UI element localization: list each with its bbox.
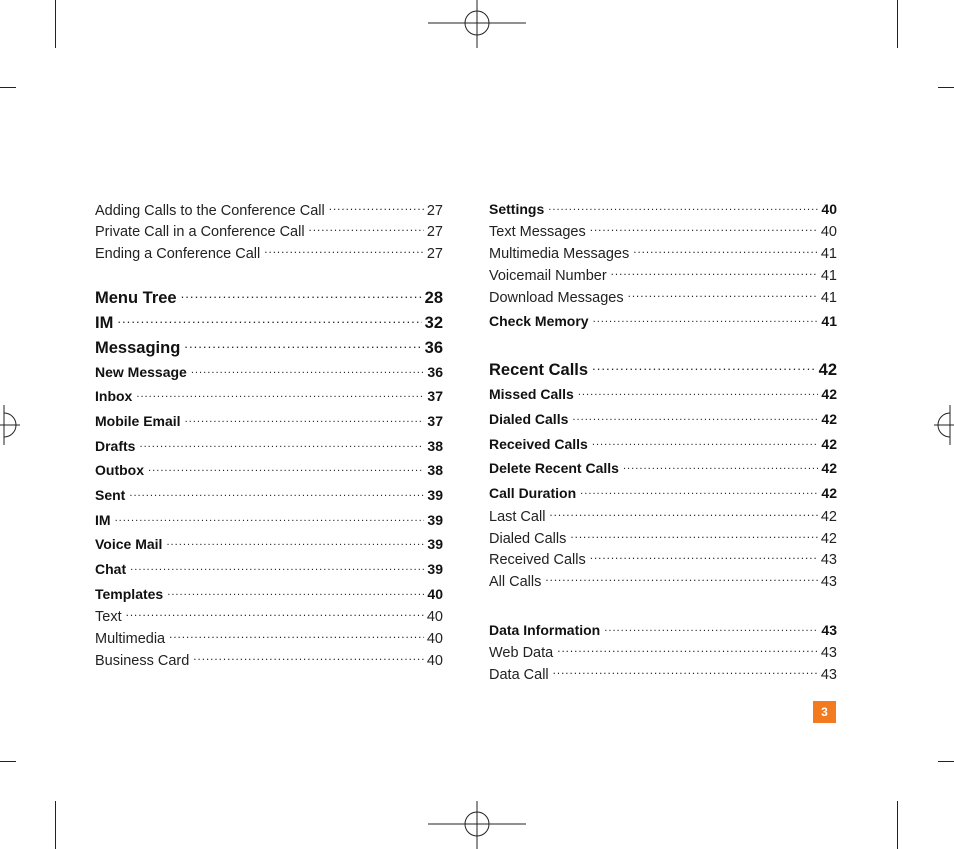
toc-entry[interactable] <box>489 459 837 476</box>
toc-entry[interactable] <box>489 243 837 262</box>
dot-leader <box>169 628 424 643</box>
dot-leader <box>130 560 424 574</box>
page-number-badge: 3 <box>813 701 836 723</box>
dot-leader <box>578 385 819 399</box>
dot-leader <box>193 650 424 665</box>
dot-leader <box>593 312 819 326</box>
toc-entry-title: Text Messages <box>489 223 586 240</box>
toc-entry[interactable] <box>489 571 837 590</box>
toc-entry-title: Received Calls <box>489 436 588 452</box>
toc-entry-page: 43 <box>820 573 837 590</box>
crop-mark <box>55 801 56 849</box>
toc-entry[interactable] <box>489 549 837 568</box>
toc-entry-page: 43 <box>820 666 837 683</box>
toc-entry-page: 42 <box>820 530 837 547</box>
toc-entry-page: 43 <box>821 622 837 638</box>
dot-leader <box>129 486 424 500</box>
toc-entry-page: 41 <box>820 267 837 284</box>
dot-leader <box>623 459 818 473</box>
toc-entry-title: Business Card <box>95 652 190 669</box>
dot-leader <box>590 549 818 564</box>
crop-mark <box>897 801 898 849</box>
toc-entry[interactable] <box>489 287 837 306</box>
dot-leader <box>570 528 817 543</box>
dot-leader <box>184 336 421 353</box>
crop-mark <box>938 87 954 88</box>
toc-entry[interactable] <box>489 484 837 501</box>
toc-entry[interactable] <box>95 461 443 478</box>
toc-entry-page: 38 <box>427 438 443 454</box>
dot-leader <box>126 606 424 621</box>
toc-entry-title: Download Messages <box>489 289 624 306</box>
toc-entry-page: 27 <box>426 223 443 240</box>
toc-entry[interactable] <box>95 535 443 552</box>
toc-entry[interactable] <box>489 506 837 525</box>
toc-entry-title: Data Call <box>489 666 549 683</box>
toc-entry[interactable] <box>489 435 837 452</box>
toc-entry-page: 40 <box>426 630 443 647</box>
toc-entry-title: Received Calls <box>489 551 586 568</box>
toc-entry-title: Templates <box>95 586 164 602</box>
dot-leader <box>557 642 818 657</box>
toc-entry-page: 27 <box>426 202 443 219</box>
dot-leader <box>309 221 424 236</box>
toc-entry-title: Data Information <box>489 622 601 638</box>
dot-leader <box>590 221 818 236</box>
toc-entry-title: IM <box>95 512 111 528</box>
toc-entry[interactable] <box>95 628 443 647</box>
dot-leader <box>181 286 422 303</box>
toc-entry-page: 42 <box>821 386 837 402</box>
toc-entry[interactable] <box>489 312 837 329</box>
toc-entry[interactable] <box>95 606 443 625</box>
dot-leader <box>572 410 818 424</box>
toc-entry[interactable] <box>489 265 837 284</box>
crop-mark <box>897 0 898 48</box>
toc-left-column <box>95 0 443 849</box>
toc-entry[interactable] <box>489 385 837 402</box>
toc-entry[interactable] <box>95 650 443 669</box>
toc-entry-page: 41 <box>820 289 837 306</box>
toc-entry-title: Voice Mail <box>95 536 163 552</box>
toc-entry[interactable] <box>95 486 443 503</box>
crop-mark <box>0 87 16 88</box>
toc-entry-title: Drafts <box>95 438 136 454</box>
dot-leader <box>117 311 421 328</box>
toc-entry-title: Web Data <box>489 644 554 661</box>
dot-leader <box>191 363 425 377</box>
toc-entry-title: Menu Tree <box>95 288 177 307</box>
toc-entry-page: 41 <box>820 245 837 262</box>
registration-mark-right <box>934 400 954 450</box>
dot-leader <box>166 535 424 549</box>
toc-entry-page: 36 <box>427 364 443 380</box>
toc-entry-title: Sent <box>95 487 126 503</box>
toc-entry-title: Messaging <box>95 338 181 357</box>
toc-entry[interactable] <box>489 528 837 547</box>
toc-entry[interactable] <box>95 511 443 528</box>
dot-leader <box>136 387 424 401</box>
dot-leader <box>628 287 818 302</box>
toc-entry-page: 40 <box>426 608 443 625</box>
registration-mark-left <box>0 400 20 450</box>
crop-mark <box>938 761 954 762</box>
toc-entry[interactable] <box>489 664 837 683</box>
toc-entry-page: 37 <box>427 413 443 429</box>
toc-entry-page: 42 <box>821 460 837 476</box>
toc-entry-title: Settings <box>489 201 545 217</box>
toc-entry-title: Ending a Conference Call <box>95 245 261 262</box>
toc-entry[interactable] <box>95 387 443 404</box>
toc-entry[interactable] <box>95 221 443 240</box>
toc-entry[interactable] <box>95 412 443 429</box>
toc-entry[interactable] <box>95 585 443 602</box>
toc-entry[interactable] <box>489 621 837 638</box>
toc-entry-page: 42 <box>821 436 837 452</box>
toc-entry-page: 41 <box>821 313 837 329</box>
toc-entry-title: Missed Calls <box>489 386 574 402</box>
toc-entry-title: All Calls <box>489 573 542 590</box>
toc-entry-page: 40 <box>426 652 443 669</box>
dot-leader <box>545 571 817 586</box>
toc-entry-page: 42 <box>820 508 837 525</box>
toc-entry-title: Multimedia Messages <box>489 245 630 262</box>
toc-entry-page: 27 <box>426 245 443 262</box>
toc-entry-title: Last Call <box>489 508 546 525</box>
toc-entry-title: Dialed Calls <box>489 530 567 547</box>
dot-leader <box>548 200 818 214</box>
dot-leader <box>185 412 425 426</box>
toc-entry-page: 39 <box>427 512 443 528</box>
toc-entry[interactable] <box>489 358 837 380</box>
toc-entry-title: Mobile Email <box>95 413 181 429</box>
toc-entry-page: 39 <box>427 536 443 552</box>
toc-entry-page: 43 <box>820 551 837 568</box>
dot-leader <box>167 585 424 599</box>
toc-entry[interactable] <box>489 221 837 240</box>
dot-leader <box>148 461 424 475</box>
toc-entry[interactable] <box>95 336 443 358</box>
toc-entry-page: 40 <box>820 223 837 240</box>
toc-entry-title: Private Call in a Conference Call <box>95 223 305 240</box>
toc-entry-page: 39 <box>427 561 443 577</box>
toc-entry-page: 36 <box>424 338 443 357</box>
toc-entry-title: Recent Calls <box>489 360 589 379</box>
toc-entry[interactable] <box>95 437 443 454</box>
toc-entry-title: New Message <box>95 364 187 380</box>
toc-entry-title: Delete Recent Calls <box>489 460 619 476</box>
toc-entry[interactable] <box>95 200 443 219</box>
crop-mark <box>55 0 56 48</box>
dot-leader <box>329 200 424 215</box>
toc-entry-page: 38 <box>427 462 443 478</box>
toc-entry-title: Multimedia <box>95 630 166 647</box>
toc-right-column <box>489 0 837 849</box>
dot-leader <box>264 243 424 258</box>
toc-entry-page: 43 <box>820 644 837 661</box>
toc-entry-title: Inbox <box>95 388 133 404</box>
dot-leader <box>139 437 424 451</box>
toc-entry-page: 32 <box>424 313 443 332</box>
dot-leader <box>592 435 819 449</box>
dot-leader <box>553 664 818 679</box>
toc-entry-title: Chat <box>95 561 127 577</box>
toc-entry-page: 37 <box>427 388 443 404</box>
dot-leader <box>592 358 816 375</box>
dot-leader <box>580 484 818 498</box>
toc-entry-page: 42 <box>821 485 837 501</box>
toc-entry-title: Dialed Calls <box>489 411 569 427</box>
dot-leader <box>611 265 818 280</box>
toc-entry-title: Text <box>95 608 122 625</box>
toc-entry[interactable] <box>489 642 837 661</box>
toc-entry-page: 40 <box>427 586 443 602</box>
toc-entry-page: 39 <box>427 487 443 503</box>
dot-leader <box>604 621 818 635</box>
toc-entry-page: 28 <box>424 288 443 307</box>
toc-entry[interactable] <box>489 200 837 217</box>
toc-entry-page: 42 <box>818 360 837 379</box>
dot-leader <box>115 511 425 525</box>
toc-entry-title: Check Memory <box>489 313 589 329</box>
toc-entry-title: Voicemail Number <box>489 267 607 284</box>
toc-entry-page: 40 <box>821 201 837 217</box>
toc-entry-title: Outbox <box>95 462 144 478</box>
toc-entry[interactable] <box>95 286 443 308</box>
toc-entry-title: Adding Calls to the Conference Call <box>95 202 325 219</box>
toc-entry[interactable] <box>489 410 837 427</box>
dot-leader <box>549 506 817 521</box>
toc-entry[interactable] <box>95 560 443 577</box>
toc-entry[interactable] <box>95 243 443 262</box>
dot-leader <box>633 243 818 258</box>
toc-entry-title: Call Duration <box>489 485 577 501</box>
toc-entry[interactable] <box>95 311 443 333</box>
toc-entry-page: 42 <box>821 411 837 427</box>
toc-entry[interactable] <box>95 363 443 380</box>
toc-entry-title: IM <box>95 313 114 332</box>
crop-mark <box>0 761 16 762</box>
